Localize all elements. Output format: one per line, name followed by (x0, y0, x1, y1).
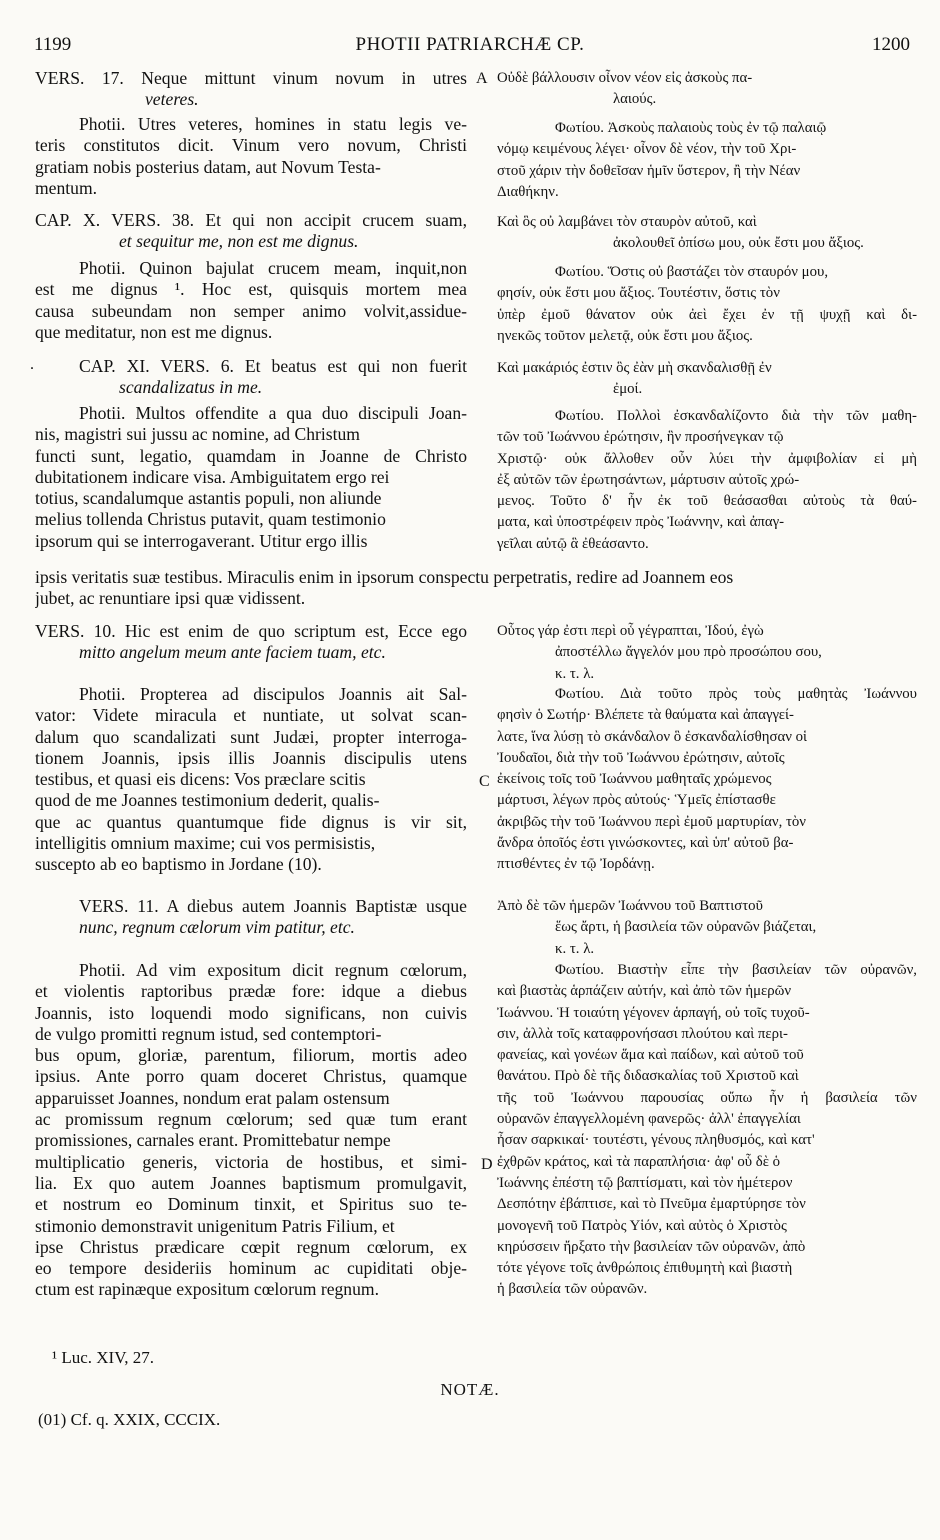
text-line: ματα, καὶ ὑποστρέφειν πρὸς Ἰωάννην, καὶ ἀπαγ- (497, 514, 785, 531)
text-line: Ἰωάννου. Ἡ τοιαύτη γέγονεν ἁρπαγή, οὐ τοῖς τυχοῦ- (497, 1004, 810, 1021)
text-line: φησὶν ὁ Σωτήρ· Βλέπετε τὰ θαύματα καὶ ἀπαγγεί- (497, 707, 794, 724)
text-line: veteres. (145, 89, 199, 110)
text-line: Καὶ μακάριός ἐστιν ὃς ἐὰν μὴ σκανδαλισθῇ ἐν (497, 360, 772, 376)
text-line: λαιούς. (613, 91, 657, 108)
text-line: ἀκολουθεῖ ὀπίσω μου, οὐκ ἔστι μου ἄξιος. (613, 235, 864, 252)
text-line: κ. τ. λ. (555, 940, 595, 957)
text-line: CAP. XI. VERS. 6. Et beatus est qui non fuerit (79, 356, 467, 376)
text-line: gratiam nobis posterius datam, aut Novum Testa- (35, 156, 381, 177)
text-line: ηνεκῶς τοῦτον μελετᾷ, οὐκ ἔστι μου ἄξιος. (497, 327, 753, 344)
text-line: scandalizatus in me. (119, 377, 263, 398)
text-line: et violentis raptoribus prædæ fore: idque a diebus (35, 981, 467, 1002)
text-line: φησίν, οὐκ ἔστι μου ἄξιος. Τουτέστιν, ὅστις τὸν (497, 285, 780, 302)
text-line: functi sunt, legatio, quamdam in Joanne de Christo (35, 445, 467, 466)
text-line: que meditatur, non est me dignus. (35, 321, 273, 342)
greek-paragraph (497, 621, 917, 685)
text-line: Διαθήκην. (497, 183, 559, 200)
margin-marker-a: A (476, 70, 488, 87)
text-line: ἐχθρῶν κράτος, καὶ τὰ παραπλήσια· ἀφ' οὗ δὲ ὁ (497, 1153, 781, 1170)
editorial-note: (01) Cf. q. XXIX, CCCIX. (38, 1410, 221, 1429)
text-line: quod de me Joannes testimonium dederit, qualis- (35, 790, 380, 811)
text-line: Φωτίου. Διὰ τοῦτο πρὸς τοὺς μαθητὰς Ἰωάννου (555, 686, 917, 702)
text-line: πτισθέντες ἐν τῷ Ἰορδάνῃ. (497, 856, 655, 873)
text-line: τῶν τοῦ Ἰωάννου ἐρώτησιν, ἣν προσήνεγκαν τῷ (497, 429, 784, 446)
text-line: ipse Christus prædicare cœpit regnum cœlorum, ex (35, 1236, 467, 1257)
text-line: eo tempore desideriis hominum ac cupiditati obje- (35, 1258, 467, 1279)
greek-paragraph (497, 358, 917, 401)
text-line: τῆς τοῦ Ἰωάννου παρουσίας οὔπω ἦν ἡ βασιλεία τῶν (497, 1089, 917, 1106)
notae-heading: NOTÆ. (440, 1380, 500, 1399)
text-line: ἐξ αὐτῶν τῶν ἐρωτησάντων, μάρτυσιν αὐτοῖς χρώ- (497, 471, 800, 488)
latin-paragraph (35, 621, 467, 664)
latin-paragraph (35, 896, 467, 939)
text-line: et nostrum eo Dominum tinxit, et Spiritus suo te- (35, 1194, 467, 1215)
text-line: ipsius. Ante porro quam doceret Christus, quamque (35, 1066, 467, 1087)
text-line: ἦσαν σαρκικαί· τουτέστι, γένους πληθυσμός, καὶ κατ' (497, 1132, 815, 1149)
text-line: κηρύσσειν ἤρξατο τὴν βασιλείαν τῶν οὐρανῶν, ἀπὸ (497, 1238, 806, 1255)
text-line: Photii. Ad vim expositum dicit regnum cœlorum, (79, 960, 467, 980)
text-line: mitto angelum meum ante faciem tuam, etc. (79, 642, 386, 663)
greek-paragraph (497, 684, 917, 876)
text-line: οὐρανῶν ἐπαγγελλομένη φανερῶς· ἀλλ' ἐπαγγελίαι (497, 1111, 801, 1128)
text-line: ctum est rapinæque expositum cœlorum regnum. (35, 1279, 379, 1300)
text-line: Photii. Propterea ad discipulos Joannis ait Sal- (79, 684, 467, 704)
text-line: ἄνδρα ὁποῖός ἐστι γινώσκοντες, καὶ ὑπ' αὐτοῦ βα- (497, 835, 794, 852)
greek-paragraph (497, 406, 917, 555)
text-line: est me dignus ¹. Hoc est, quisquis mortem mea (35, 279, 467, 300)
text-line: ipsorum qui se interrogaverant. Utitur ergo illis (35, 530, 368, 551)
text-line: Photii. Multos offendite a qua duo discipuli Joan- (79, 403, 467, 423)
text-line: lia. Ex quo autem Joannes baptismum promulgavit, (35, 1172, 467, 1193)
text-line: Φωτίου. Ἀσκοὺς παλαιοὺς τοὺς ἐν τῷ παλαιῷ (555, 120, 827, 136)
text-line: melius tollenda Christus putavit, quam testimonio (35, 509, 386, 530)
text-line: καὶ βιαστὰς ἁρπάζειν αὐτήν, καὶ ἀπὸ τῶν ἡμερῶν (497, 983, 792, 1000)
latin-paragraph (35, 68, 467, 111)
text-line: testibus, et quasi eis dicens: Vos præclare scitis (35, 769, 366, 790)
text-line: mentum. (35, 177, 98, 198)
greek-paragraph (497, 896, 917, 960)
text-line: et sequitur me, non est me dignus. (119, 231, 359, 252)
text-line: ἕως ἄρτι, ἡ βασιλεία τῶν οὐρανῶν βιάζεται, (555, 919, 817, 936)
latin-paragraph (35, 403, 467, 552)
text-line: apparuisset Joannes, nondum erat palam ostensum (35, 1087, 390, 1108)
text-line: intelligitis omnium maxime; cui vos permisistis, (35, 833, 376, 854)
text-line: stimonio demonstravit unigenitum Patris Filium, et (35, 1215, 395, 1236)
text-line: bus opum, gloriæ, parentum, filiorum, mortis adeo (35, 1045, 467, 1066)
page-number-right: 1200 (872, 34, 910, 55)
margin-marker-dot: . (30, 356, 34, 373)
latin-paragraph (35, 684, 467, 876)
text-line: Ἀπὸ δὲ τῶν ἡμερῶν Ἰωάννου τοῦ Βαπτιστοῦ (497, 898, 763, 914)
text-line: VERS. 10. Hic est enim de quo scriptum est, Ecce ego (35, 621, 467, 641)
text-line: μονογενῆ τοῦ Πατρὸς Υἱόν, καὶ αὐτὸς ὁ Χριστὸς (497, 1217, 787, 1234)
page-number-left: 1199 (34, 34, 72, 55)
text-line: Φωτίου. Ὅστις οὐ βαστάζει τὸν σταυρόν μου, (555, 264, 829, 280)
latin-fullwidth-paragraph (35, 567, 917, 610)
text-line: multiplicatio generis, victoria de hostibus, et simi- (35, 1151, 467, 1172)
latin-paragraph (35, 114, 467, 199)
text-line: nunc, regnum cælorum vim patitur, etc. (79, 917, 355, 938)
text-line: causa subeundam non semper animo volvit,assidue- (35, 300, 467, 321)
text-line: dubitationem indicare visa. Ambiguitatem ergo rei (35, 466, 390, 487)
text-line: que ac quantus quantumque fide dignus is vir sit, (35, 811, 467, 832)
text-line: Ἰουδαῖοι, διὰ τὴν τοῦ Ἰωάννου ἐρώτησιν, αὐτοῖς (497, 749, 785, 766)
text-line: ac promissum regnum cœlorum; sed quæ tum erant (35, 1109, 467, 1130)
text-line: μενος. Τοῦτο δ' ἦν ἐκ τοῦ θεάσασθαι αὐτοὺς τὰ θαύ- (497, 493, 917, 510)
text-line: μάρτυσι, λέγων πρὸς αὐτούς· Ὑμεῖς ἐπίστασθε (497, 792, 776, 809)
greek-paragraph (497, 118, 917, 203)
text-line: τότε γέγονε τοῖς ἀνθρώποις ἐπιθυμητὴ καὶ βιαστὴ (497, 1260, 793, 1277)
text-line: νόμῳ κειμένους λέγει· οἶνον δὲ νέον, τὴν τοῦ Χρι- (497, 141, 797, 158)
latin-paragraph (35, 356, 467, 399)
text-line: ἀποστέλλω ἄγγελόν μου πρὸ προσώπου σου, (555, 644, 822, 661)
text-line: κ. τ. λ. (555, 665, 595, 682)
text-line: Οὗτος γάρ ἐστι περὶ οὗ γέγραπται, Ἰδού, ἐγὼ (497, 623, 764, 639)
text-line: Photii. Utres veteres, homines in statu legis ve- (79, 114, 467, 134)
text-line: de vulgo promitti regnum istud, sed contemptori- (35, 1023, 382, 1044)
text-line: Χριστῷ· οὐκ ἄλλοθεν οὖν λύει τὴν ἀμφιβολίαν εἰ μὴ (497, 450, 917, 467)
text-line: Ἰωάννης ἐπέστη τῷ βαπτίσματι, καὶ τὸν ἡμέτερον (497, 1174, 793, 1191)
greek-paragraph (497, 262, 917, 347)
text-line: teris constitutos dicit. Vinum vero novum, Christi (35, 135, 467, 156)
footnote: ¹ Luc. XIV, 27. (52, 1348, 155, 1367)
text-line: Οὐδὲ βάλλουσιν οἶνον νέον εἰς ἀσκοὺς πα- (497, 70, 753, 86)
greek-paragraph (497, 960, 917, 1301)
text-line: γεῖλαι αὐτῷ ἃ ἐθεάσαντο. (497, 535, 649, 552)
latin-paragraph (35, 258, 467, 343)
text-line: suscepto ab eo baptismo in Jordane (10). (35, 854, 322, 875)
text-line: jubet, ac renuntiare ipsi quæ vidissent. (35, 588, 306, 609)
text-line: θανάτου. Πρὸ δὲ τῆς διδασκαλίας τοῦ Χριστοῦ καὶ (497, 1068, 799, 1085)
text-line: ἀκριβῶς τὴν τοῦ Ἰωάννου περὶ ἐμοῦ μαρτυρίαν, τὸν (497, 813, 807, 830)
text-line: totius, scandalumque astantis populi, non aliunde (35, 488, 382, 509)
running-title: PHOTII PATRIARCHÆ CP. (355, 34, 585, 55)
latin-paragraph (35, 960, 467, 1301)
text-line: Joannis, isto loquendi modo significans, non cuivis (35, 1002, 467, 1023)
text-line: στοῦ χάριν τὴν δοθεῖσαν ἡμῖν ὕστερον, ἢ τὴν Νέαν (497, 162, 801, 179)
text-line: Φωτίου. Βιαστὴν εἶπε τὴν βασιλείαν τῶν οὐρανῶν, (555, 962, 917, 978)
text-line: CAP. X. VERS. 38. Et qui non accipit crucem suam, (35, 210, 467, 230)
text-line: promissiones, carnales erant. Promittebatur nempe (35, 1130, 391, 1151)
margin-marker-c: C (479, 773, 490, 790)
text-line: ἐκείνοις τοῖς τοῦ Ἰωάννου μαθηταῖς χρώμενος (497, 771, 772, 788)
text-line: σιν, ἀλλὰ τοῖς καταφρονήσασι πλούτου καὶ περι- (497, 1025, 788, 1042)
greek-paragraph (497, 212, 917, 255)
latin-paragraph (35, 210, 467, 253)
text-line: λατε, ἵνα λύσῃ τὸ σκάνδαλον ὃ ἐσκανδαλίσθησαν οἱ (497, 728, 807, 745)
text-line: Φωτίου. Πολλοὶ ἐσκανδαλίζοντο διὰ τὴν τῶν μαθη- (555, 408, 917, 424)
text-line: VERS. 17. Neque mittunt vinum novum in utres (35, 68, 467, 88)
text-line: φανείας, καὶ γονέων ἅμα καὶ παίδων, καὶ αὐτοῦ τοῦ (497, 1047, 804, 1064)
text-line: Δεσπότην ἐβάπτισε, καὶ τὸ Πνεῦμα ἐμαρτύρησε τὸν (497, 1196, 806, 1213)
text-line: ἡ βασιλεία τῶν οὐρανῶν. (497, 1281, 648, 1298)
text-line: VERS. 11. A diebus autem Joannis Baptistæ usque (79, 896, 467, 916)
text-line: ἐμοί. (613, 381, 643, 398)
text-line: Photii. Quinon bajulat crucem meam, inquit,non (79, 258, 467, 278)
greek-paragraph (497, 68, 917, 111)
text-line: ipsis veritatis suæ testibus. Miraculis enim in ipsorum conspectu perpetratis, redire ad Joannem eos (35, 567, 734, 587)
text-line: Καὶ ὃς οὐ λαμβάνει τὸν σταυρὸν αὐτοῦ, καὶ (497, 214, 757, 230)
text-line: nis, magistri sui jussu ac nomine, ad Christum (35, 424, 360, 445)
text-line: dalum quo scandalizati sunt Judæi, propter interroga- (35, 726, 467, 747)
text-line: ὑπὲρ ἐμοῦ θάνατον οὐκ ἀεὶ ἔχει ἐν τῇ ψυχῇ καὶ δι- (497, 306, 917, 323)
text-line: vator: Videte miracula et nuntiate, ut solvat scan- (35, 705, 467, 726)
text-line: tionem Joannis, ipsis illis Joannis discipulis utens (35, 747, 467, 768)
margin-marker-d: D (481, 1156, 493, 1173)
